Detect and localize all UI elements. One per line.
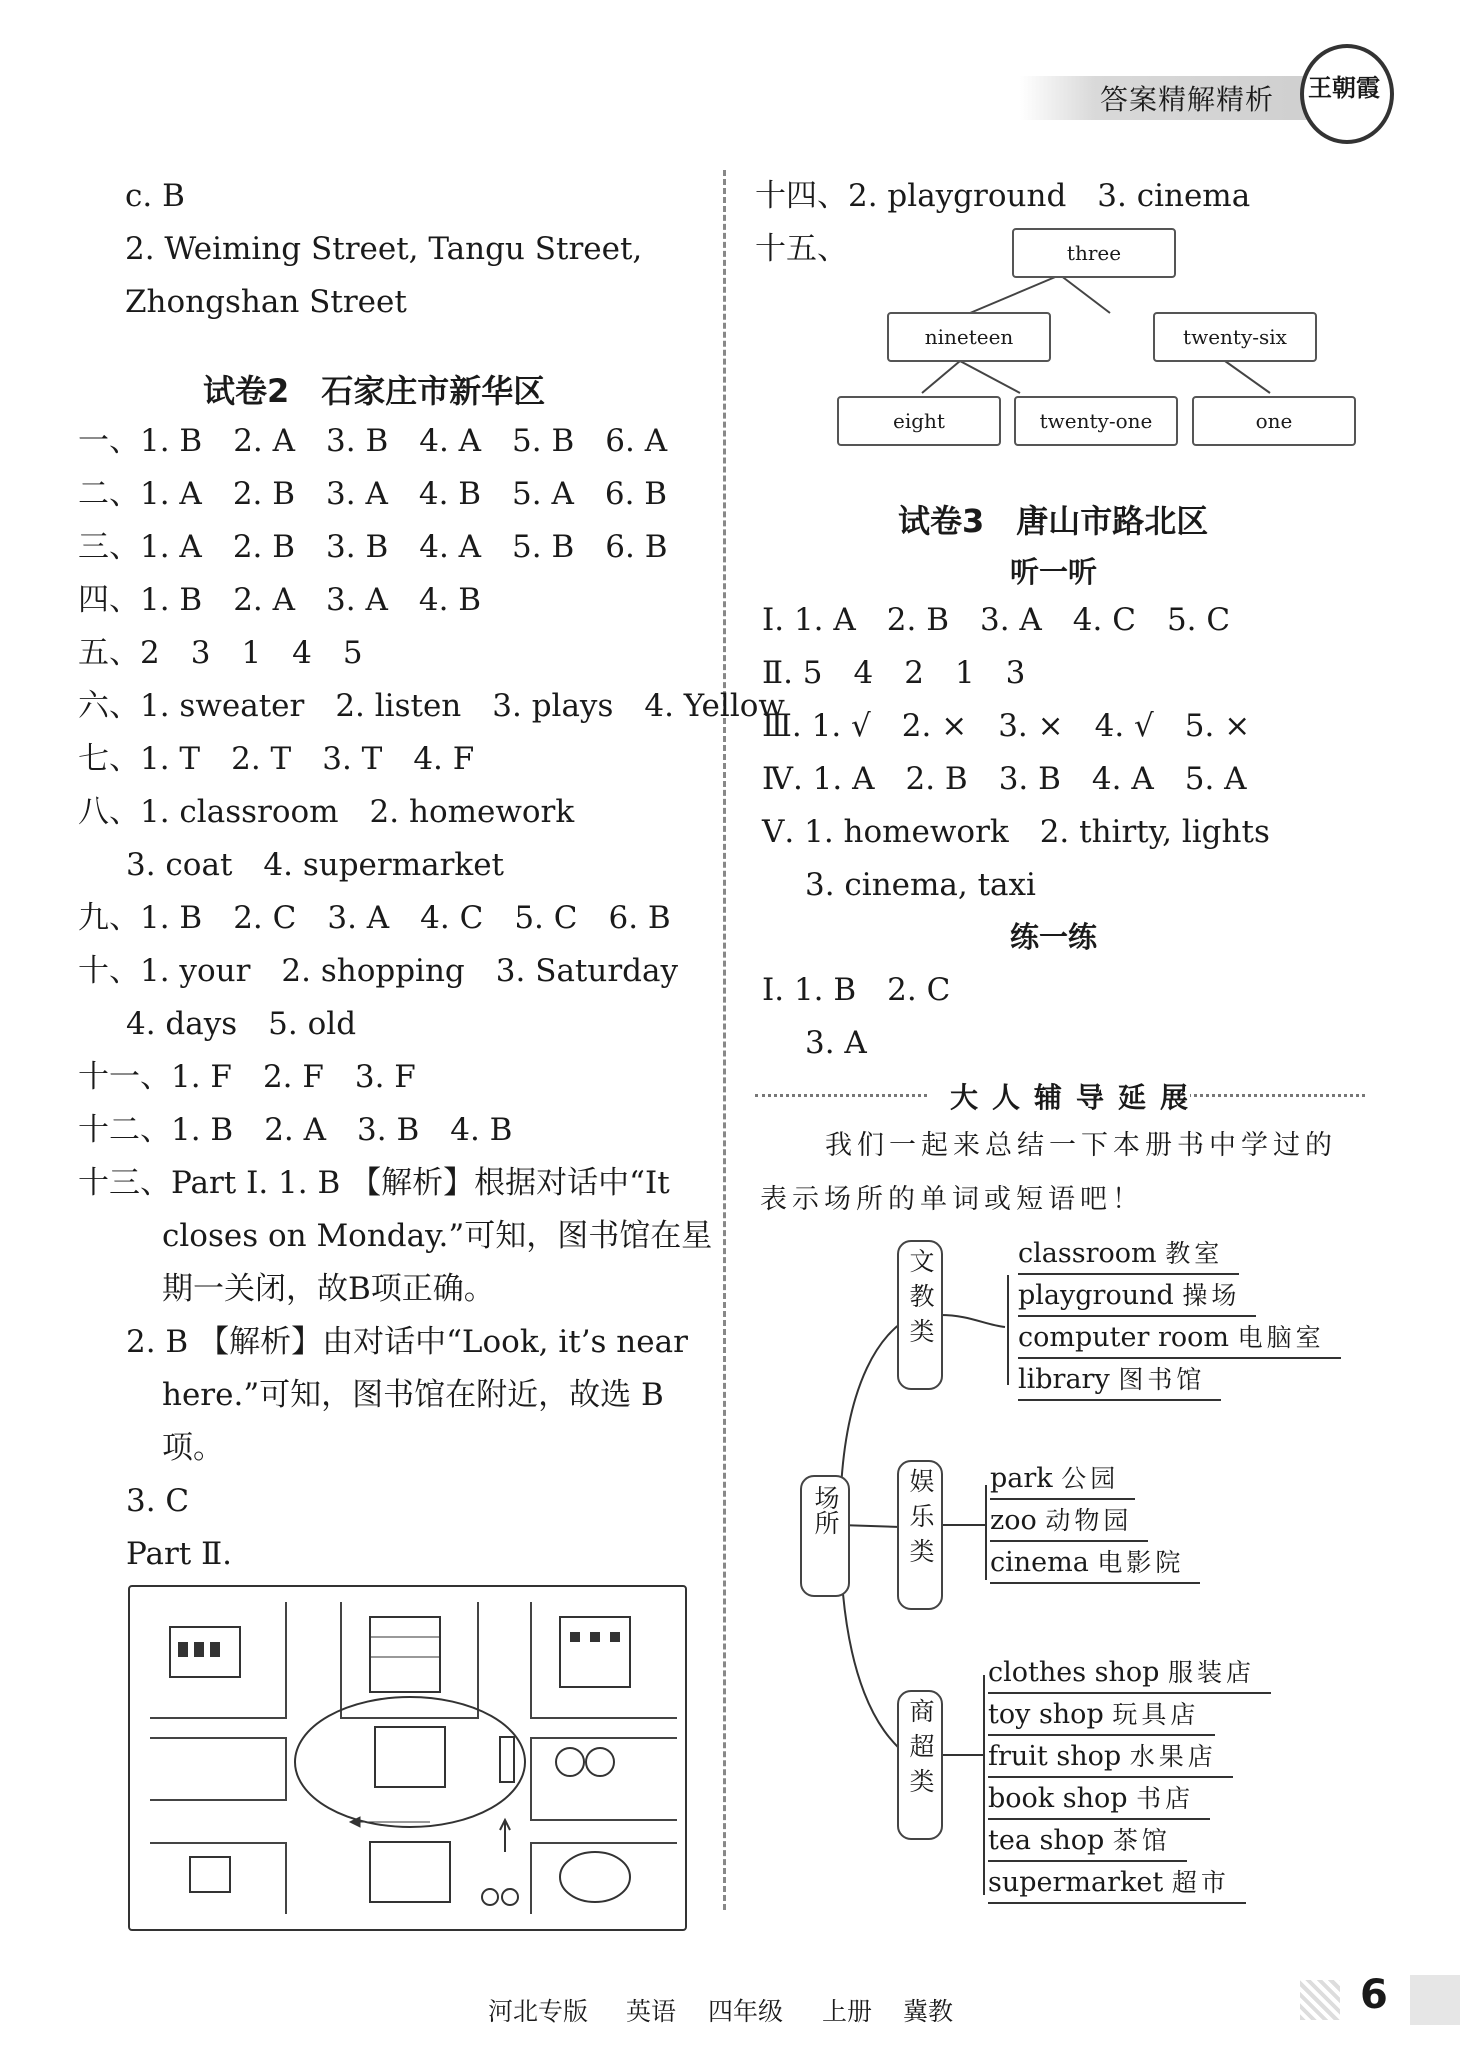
mindmap-center-label: 场所 <box>811 1485 840 1535</box>
answer-row: Part Ⅱ. <box>126 1536 233 1572</box>
answer-row: 4. days 5. old <box>126 1006 357 1042</box>
answer-row: 十、1. your 2. shopping 3. Saturday <box>78 953 679 989</box>
answer-row: 期一关闭，故B项正确。 <box>162 1271 495 1307</box>
mindmap-item: classroom 教室 <box>1018 1235 1239 1275</box>
tree-node-mid: nineteen <box>887 312 1051 362</box>
answer-row: Ⅳ. 1. A 2. B 3. B 4. A 5. A <box>762 761 1247 797</box>
mindmap-group-node <box>897 1690 943 1840</box>
answer-row: 三、1. A 2. B 3. B 4. A 5. B 6. B <box>78 529 668 565</box>
answer-row: Ⅱ. 5 4 2 1 3 <box>762 655 1026 691</box>
mindmap-item: computer room 电脑室 <box>1018 1319 1341 1359</box>
footer-pattern <box>1300 1980 1340 2020</box>
mindmap-group-label: 文教类 <box>906 1248 935 1353</box>
answer-row: 六、1. sweater 2. listen 3. plays 4. Yellow <box>78 688 785 724</box>
header-title: 答案精解精析 <box>1100 83 1275 116</box>
mindmap-item: park 公园 <box>990 1460 1135 1500</box>
mindmap-item: library 图书馆 <box>1018 1361 1221 1401</box>
answer-row: 七、1. T 2. T 3. T 4. F <box>78 741 475 777</box>
answer-row: 项。 <box>162 1430 224 1466</box>
footer-volume: 上册 <box>822 1997 873 2026</box>
paper2-title: 试卷2 石家庄市新华区 <box>203 372 546 410</box>
answer-row: Ⅴ. 1. homework 2. thirty, lights <box>762 814 1270 850</box>
answer-row: 八、1. classroom 2. homework <box>78 794 575 830</box>
answer-line: Zhongshan Street <box>125 284 407 320</box>
brand-logo <box>1300 44 1394 144</box>
tree-node-mid: twenty-six <box>1153 312 1317 362</box>
page-number: 6 <box>1360 1972 1388 2018</box>
practice-title: 练一练 <box>1010 920 1098 954</box>
footer-subject: 英语 <box>626 1997 677 2026</box>
column-divider <box>723 170 726 1910</box>
mindmap-group-label: 商超类 <box>906 1698 935 1803</box>
mindmap-item: fruit shop 水果店 <box>988 1738 1233 1778</box>
answer-row: 五、2 3 1 4 5 <box>78 635 363 671</box>
mindmap-group-node <box>897 1240 943 1390</box>
mindmap-item: book shop 书店 <box>988 1780 1210 1820</box>
answer-row: 十四、2. playground 3. cinema <box>755 178 1251 214</box>
tree-node-root: three <box>1012 228 1176 278</box>
tree-node-leaf: one <box>1192 396 1356 446</box>
mindmap-item: clothes shop 服装店 <box>988 1654 1271 1694</box>
mindmap-center-node <box>800 1475 850 1597</box>
answer-row: 3. A <box>805 1025 867 1061</box>
mindmap-item: playground 操场 <box>1018 1277 1256 1317</box>
paper3-title: 试卷3 唐山市路北区 <box>898 502 1209 540</box>
street-map-illustration <box>128 1585 687 1931</box>
answer-row: 四、1. B 2. A 3. A 4. B <box>78 582 482 618</box>
answer-row: 二、1. A 2. B 3. A 4. B 5. A 6. B <box>78 476 668 512</box>
answer-row: 一、1. B 2. A 3. B 4. A 5. B 6. A <box>78 423 668 459</box>
answer-row: 3. coat 4. supermarket <box>126 847 504 883</box>
intro-line: 表示场所的单词或短语吧！ <box>760 1184 1144 1215</box>
footer-pattern <box>1410 1975 1460 2025</box>
footer-edition: 河北专版 <box>488 1997 589 2026</box>
footer-grade: 四年级 <box>708 1997 784 2026</box>
answer-row: 十二、1. B 2. A 3. B 4. B <box>78 1112 513 1148</box>
tree-node-leaf: eight <box>837 396 1001 446</box>
extension-title: 大人辅导延展 <box>950 1081 1203 1114</box>
answer-row: Ⅰ. 1. B 2. C <box>762 972 951 1008</box>
answer-row: Ⅰ. 1. A 2. B 3. A 4. C 5. C <box>762 602 1231 638</box>
answer-line: 2. Weiming Street, Tangu Street, <box>125 231 643 267</box>
mindmap-group-node <box>897 1460 943 1610</box>
mindmap-item: toy shop 玩具店 <box>988 1696 1215 1736</box>
answer-line: c. B <box>125 178 185 214</box>
mindmap-item: tea shop 茶馆 <box>988 1822 1187 1862</box>
answer-row: 十三、Part Ⅰ. 1. B 【解析】根据对话中“It <box>78 1165 670 1201</box>
answer-row: 十五、 <box>755 231 848 267</box>
answer-row: closes on Monday.”可知，图书馆在星 <box>162 1218 713 1254</box>
mindmap-item: zoo 动物园 <box>990 1502 1148 1542</box>
answer-row: 3. C <box>126 1483 190 1519</box>
answer-row: 九、1. B 2. C 3. A 4. C 5. C 6. B <box>78 900 671 936</box>
answer-row: Ⅲ. 1. √ 2. × 3. × 4. √ 5. × <box>762 708 1251 744</box>
logo-text: 王朝霞 <box>1308 73 1380 102</box>
mindmap-item: supermarket 超市 <box>988 1864 1246 1904</box>
tree-node-leaf: twenty-one <box>1014 396 1178 446</box>
answer-row: 十一、1. F 2. F 3. F <box>78 1059 416 1095</box>
answer-row: here.”可知，图书馆在附近，故选 B <box>162 1377 664 1413</box>
mindmap-item: cinema 电影院 <box>990 1544 1200 1584</box>
listen-title: 听一听 <box>1010 555 1098 589</box>
mindmap-group-label: 娱乐类 <box>906 1468 935 1573</box>
footer-publisher: 冀教 <box>903 1997 954 2026</box>
answer-row: 3. cinema, taxi <box>805 867 1036 903</box>
answer-row: 2. B 【解析】由对话中“Look, it’s near <box>126 1324 688 1360</box>
map-buildings-icon <box>130 1587 685 1929</box>
intro-line: 我们一起来总结一下本册书中学过的 <box>825 1130 1337 1161</box>
